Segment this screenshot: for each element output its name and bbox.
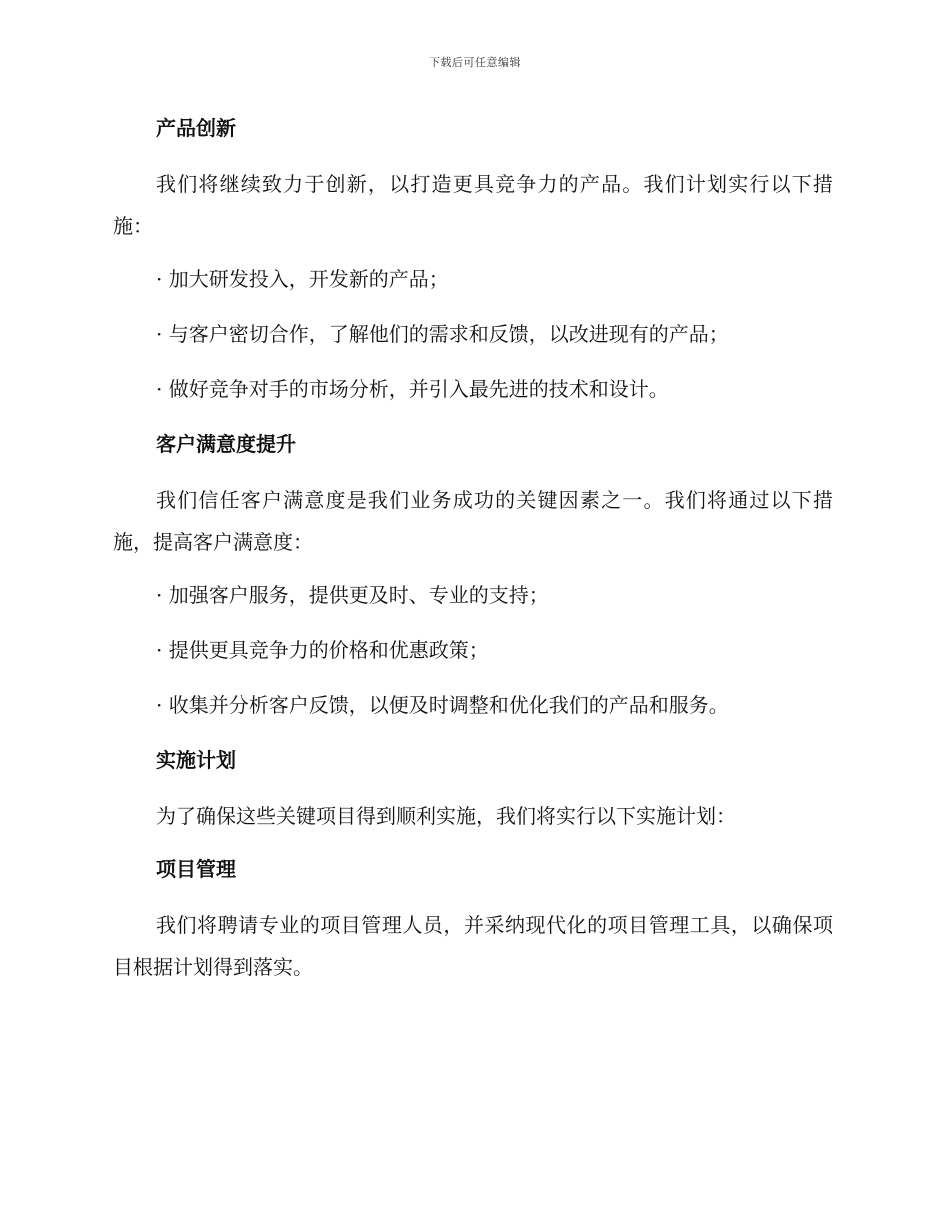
page-header: 下载后可任意编辑: [429, 56, 521, 69]
section-paragraph: 我们将继续致力于创新，以打造更具竞争力的产品。我们计划实行以下措施：: [113, 172, 833, 238]
section-paragraph: 我们将聘请专业的项目管理人员，并采纳现代化的项目管理工具，以确保项目根据计划得到落实。: [113, 913, 833, 979]
bullet-item: · 与客户密切合作，了解他们的需求和反馈，以改进现有的产品；: [156, 322, 729, 346]
section-paragraph: 我们信任客户满意度是我们业务成功的关键因素之一。我们将通过以下措施，提高客户满意度：: [113, 488, 833, 554]
section-paragraph: 为了确保这些关键项目得到顺利实施，我们将实行以下实施计划：: [156, 804, 736, 828]
section-heading: 项目管理: [156, 857, 236, 881]
bullet-item: · 收集并分析客户反馈，以便及时调整和优化我们的产品和服务。: [156, 693, 729, 717]
section-product-innovation: [113, 108, 833, 409]
bullet-item: · 加大研发投入，开发新的产品；: [156, 267, 449, 291]
section-heading: 客户满意度提升: [156, 432, 296, 456]
section-heading: 产品创新: [156, 116, 236, 140]
bullet-item: · 加强客户服务，提供更及时、专业的支持；: [156, 583, 549, 607]
section-customer-satisfaction: [113, 424, 833, 725]
section-heading: 实施计划: [156, 748, 236, 772]
bullet-item: · 提供更具竞争力的价格和优惠政策；: [156, 638, 489, 662]
section-project-management: [113, 849, 833, 988]
section-implementation-plan: [113, 740, 833, 837]
document-body: [113, 108, 833, 1000]
bullet-item: · 做好竞争对手的市场分析，并引入最先进的技术和设计。: [156, 377, 669, 401]
